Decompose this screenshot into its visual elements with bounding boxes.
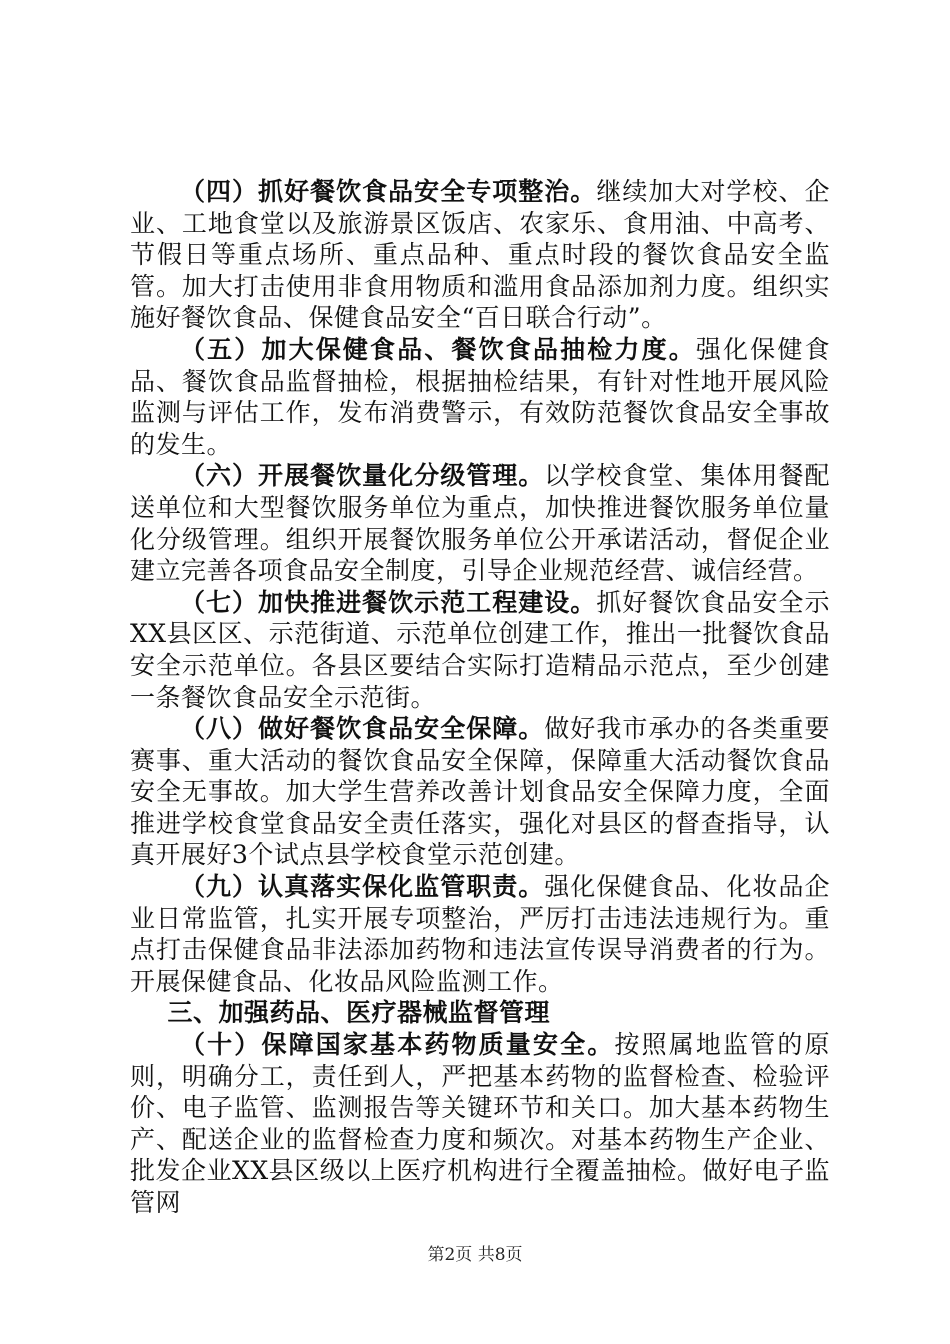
paragraph-7 <box>130 587 830 713</box>
paragraph-10-lead: （十）保障国家基本药物质量安全。 <box>180 1030 615 1060</box>
page-footer: 第2页 共8页 <box>427 1245 523 1265</box>
paragraph-4-body: 继续加大对学校、企业、工地食堂以及旅游景区饭店、农家乐、食用油、中高考、节假日等重点场所、重点品种、重点时段的餐饮食品安全监管。加大打击使用非食用物质和滥用食品添加剂力度。组织实施好餐饮食品、保健食品安全“百日联合行动”。 <box>130 177 830 333</box>
paragraph-9-lead: （九）认真落实保化监管职责。 <box>180 872 545 902</box>
paragraph-7-body: 抓好餐饮食品安全示XX县区区、示范街道、示范单位创建工作，推出一批餐饮食品安全示范单位。各县区要结合实际打造精品示范点，至少创建一条餐饮食品安全示范街。 <box>130 587 830 712</box>
paragraph-4 <box>130 176 830 334</box>
paragraph-5-body: 强化保健食品、餐饮食品监督抽检，根据抽检结果，有针对性地开展风险监测与评估工作，发布消费警示，有效防范餐饮食品安全事故的发生。 <box>130 334 830 459</box>
paragraph-6 <box>130 460 830 586</box>
paragraph-6-body: 以学校食堂、集体用餐配送单位和大型餐饮服务单位为重点，加快推进餐饮服务单位量化分级管理。组织开展餐饮服务单位公开承诺活动，督促企业建立完善各项食品安全制度，引导企业规范经营、诚信经营。 <box>130 461 830 586</box>
paragraph-6-lead: （六）开展餐饮量化分级管理。 <box>180 461 545 491</box>
paragraph-5 <box>130 334 830 460</box>
paragraph-4-lead: （四）抓好餐饮食品安全专项整治。 <box>180 177 597 206</box>
section-heading: 三、加强药品、医疗器械监督管理 <box>167 998 551 1028</box>
document-body <box>130 176 830 1219</box>
paragraph-10-body: 按照属地监管的原则，明确分工，责任到人，严把基本药物的监督检查、检验评价、电子监管、监测报告等关键环节和关口。加大基本药物生产、配送企业的监督检查力度和频次。对基本药物生产企业、批发企业XX县区级以上医疗机构进行全覆盖抽检。做好电子监管网 <box>130 1030 830 1217</box>
paragraph-5-lead: （五）加大保健食品、餐饮食品抽检力度。 <box>180 334 696 364</box>
paragraph-8 <box>130 713 830 871</box>
paragraph-8-body: 做好我市承办的各类重要赛事、重大活动的餐饮食品安全保障，保障重大活动餐饮食品安全无事故。加大学生营养改善计划食品安全保障力度，全面推进学校食堂食品安全责任落实，强化对县区的督查指导，认真开展好3个试点县学校食堂示范创建。 <box>130 714 830 870</box>
paragraph-9-body: 强化保健食品、化妆品企业日常监管，扎实开展专项整治，严厉打击违法违规行为。重点打击保健食品非法添加药物和违法宣传误导消费者的行为。开展保健食品、化妆品风险监测工作。 <box>130 872 830 996</box>
paragraph-8-lead: （八）做好餐饮食品安全保障。 <box>180 714 545 744</box>
paragraph-7-lead: （七）加快推进餐饮示范工程建设。 <box>180 587 597 617</box>
paragraph-10 <box>130 1029 830 1219</box>
paragraph-9 <box>130 871 830 997</box>
